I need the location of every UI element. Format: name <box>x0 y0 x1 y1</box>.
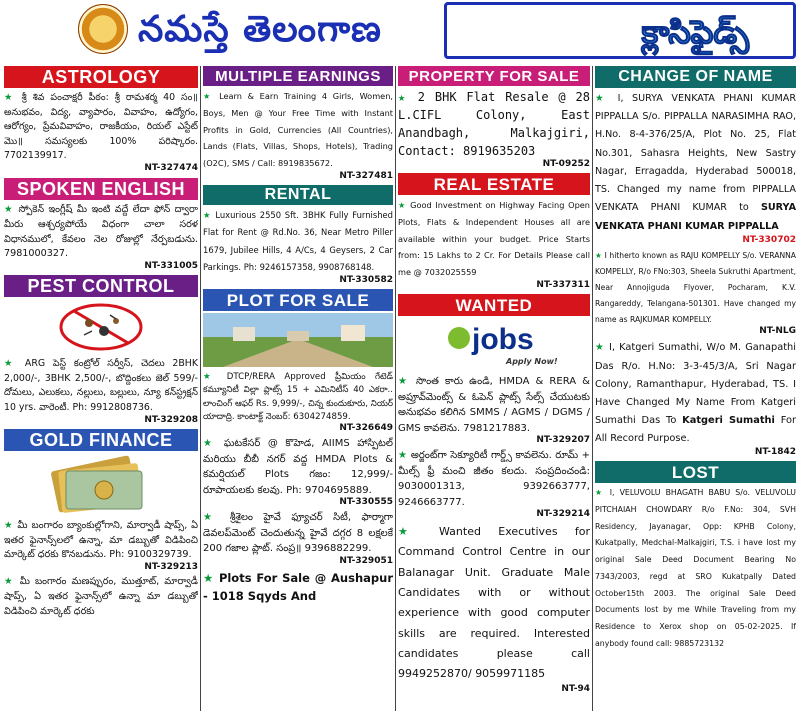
new-name: SURYA VENKATA PHANI KUMAR PIPPALLA <box>595 202 796 232</box>
plot-ad-2: ★ ఘటకేసర్ @ కొహెడ, AIIMS హాస్పిటల్ మరియు బీబీ నగర్ వద్ద HMDA Plots & కమర్షియల్ Plots గజం: 12,999/- రూపాయలకు కలవు. Ph: 9704695889. <box>203 438 393 496</box>
plot-ad-3: ★ శ్రీశైలం హైవే ఫ్యూచర్ సిటీ, ఫార్మాగా డెవలప్‌మెంట్ చెందుతున్న హైవే దగ్గర 8 లక్షలకే 200 గజాల ప్లాట్. సంప్ర॥ 9396882299. <box>203 512 393 555</box>
apply-now-text: Apply Now! <box>506 357 558 367</box>
classifieds-banner <box>444 2 796 59</box>
ad-code: NT-09252 <box>542 159 590 169</box>
column-divider <box>395 66 396 711</box>
change-of-name-ad-2: ★ I hitherto known as RAJU KOMPELLY S/o. VERANNA KOMPELLY, R/o FNo:303, Sheela Sukruthi Apartment, Near Annojiguda Flyover, Pocharam, K.V. Rangareddy, Telangana-501301. Have changed my name as RAJKUMAR KOMPELLY. <box>595 250 796 324</box>
astrology-heading: ASTROLOGY <box>4 66 198 88</box>
star-icon: ★ <box>398 90 418 104</box>
jobs-logo <box>398 319 590 371</box>
pest-control-heading: PEST CONTROL <box>4 275 198 297</box>
lost-ad: ★ I, VELUVOLU BHAGATH BABU S/o. VELUVOLU PITCHAIAH CHOWDARY R/o F.No: 304, SVH Residency, Jayanagar, Opp: KPHB Colony, Kukatpally, Medchal-Malkajgiri, T.S. i have lost my original Sale Deed Document Bearing No 7343/2003, regd at SRO Kukatpally Dated October15th 2003. The original Sale Deed Documents lost by me While Traveling from my Residence to Xerox shop on 05-02-2025. If anybody found call: 9885723132 <box>595 488 796 648</box>
ad-code: NT-329208 <box>144 414 198 425</box>
plot-for-sale-heading: PLOT FOR SALE <box>203 289 393 311</box>
star-icon: ★ <box>4 576 20 588</box>
star-icon: ★ <box>398 450 411 462</box>
star-icon: ★ <box>203 210 216 221</box>
change-of-name-ad-1: ★ I, SURYA VENKATA PHANI KUMAR PIPPALLA S/o. PIPPALLA NARASIMHA RAO, H.No. 8-4-376/25/A, Plot No. 25, Flat No.301, Sahasra Heights, New Sastry Nagar, Erragadda, Hyderabad 500018, TS. Changed my name from PIPPALLA VENKATA PHANI KUMAR to SURYA VENKATA PHANI KUMAR PIPPALLA <box>595 93 796 232</box>
star-icon: ★ <box>203 91 220 101</box>
ad-code: NT-329207 <box>536 435 590 446</box>
star-icon: ★ <box>4 519 18 531</box>
ad-code: NT-330582 <box>339 274 393 285</box>
ad-code: NT-NLG <box>759 326 796 337</box>
star-icon: ★ <box>595 342 609 354</box>
star-icon: ★ <box>595 250 605 260</box>
rental-heading: RENTAL <box>203 185 393 205</box>
plot-ad-1: ★ DTCP/RERA Approved ప్రీమియం గేటెడ్ కమ్యూనిటీ విల్లా ప్లాట్స్ 15 + ఎమినిటీస్ 40 ఎకరా.. లాంచింగ్ ఆఫర్ Rs. 9,999/-, చిన్న కుందుకూరు, నియర్ యాదాద్రి. కాంటాక్ట్ నెంబర్: 6304274859. <box>203 371 393 422</box>
star-icon: ★ <box>398 200 411 210</box>
star-icon: ★ <box>203 371 227 382</box>
star-icon: ★ <box>203 512 230 524</box>
star-icon: ★ <box>203 438 224 450</box>
ad-code: NT-327481 <box>339 171 393 182</box>
gold-finance-heading: GOLD FINANCE <box>4 429 198 451</box>
newspaper-logo <box>78 4 128 54</box>
astrology-ad: ★ శ్రీ శివ పంచాక్షరీ పీఠం: శ్రీ రామశర్మ 40 సం॥ అనుభవం, విద్య, వ్యాపారం, వివాహం, ఉద్యోగం, ఆరోగ్యం, ప్రేమవివాహం, రాజకీయం, రియల్ ఎస్టేట్ మొ॥ సమస్యలకు 100% పరిష్కారం. 7702139917. <box>4 92 198 162</box>
ad-code: NT-1842 <box>754 447 796 458</box>
plot-image <box>203 313 393 367</box>
wanted-ad-3: ★ Wanted Executives for Command Control Centre in our Balanagar Unit. Graduate Male Candidates with or without experience with good computer skills are required. Interested candidates please call 9949252870/ 9059971185 <box>398 525 590 681</box>
column-2 <box>203 66 393 711</box>
masthead <box>0 0 800 62</box>
change-of-name-ad-3: ★ I, Katgeri Sumathi, W/o M. Ganapathi Das R/o. H.No: 3-3-45/3/A, Sri Nagar Colony, Ramanthapur, Hyderabad, TS. I Have Changed My Name From Katgeri Sumathi Das To Katgeri Sumathi For All Record Purpose. <box>595 342 796 444</box>
pest-control-ad: ★ ARG పెస్ట్ కంట్రోల్ సర్వీస్, చెదలు 2BHK 2,000/-, 3BHK 2,500/-, బొద్దింకలు జెల్ 599/- దోమలు, ఎలుకలు, నల్లులు, బల్లులు, న్యూ కన్‌స్ట్రక్షన్ 10 yrs. వారెంటీ. Ph: 9912808736. <box>4 358 198 414</box>
star-icon: ★ <box>4 92 22 103</box>
column-divider <box>592 66 593 711</box>
ad-code: NT-329051 <box>339 555 393 566</box>
jobs-logo-text: jobs <box>472 323 534 357</box>
ad-code: NT-329213 <box>144 562 198 573</box>
rental-ad: ★ Luxurious 2550 Sft. 3BHK Fully Furnished Flat for Rent @ Rd.No. 36, Near Metro Piller 1679, Jubilee Hills, 4 A/Cs, 4 Geysers, 2 Car Parkings. Ph: 9246157358, 9908768148. <box>203 210 393 272</box>
gold-finance-ad-1: ★ మీ బంగారం బ్యాంకుల్లోగాని, మార్వాడీ షాప్స్, ఏ ఇతర ఫైనాన్స్‌లలో ఉన్నా, మా డబ్బుతో విడిపించి మార్కెట్ ధరకు కొనబడును. Ph: 9100329739. <box>4 519 198 561</box>
lost-heading: LOST <box>595 461 796 483</box>
real-estate-ad: ★ Good Investment on Highway Facing Open Plots, Flats & Independent Houses all are available within your budget. Price Starts from: 15 Lakhs to 2 Cr. For Details Please call me @ 7032025559 <box>398 200 590 278</box>
new-name: Katgeri Sumathi <box>682 414 775 426</box>
column-1 <box>4 66 198 711</box>
gold-finance-image <box>4 455 198 515</box>
star-icon: ★ <box>4 203 19 215</box>
property-ad: ★ 2 BHK Flat Resale @ 28 L.CIFL Colony, East Anandbagh, Malkajgiri, Contact: 8919635203 <box>398 90 590 158</box>
ad-code: NT-330702 <box>742 234 796 245</box>
classifieds-title: క్లాసిఫైడ్స్ <box>641 13 749 51</box>
column-4 <box>595 66 796 711</box>
star-icon: ★ <box>4 358 25 370</box>
ad-code: NT-327474 <box>144 162 198 173</box>
star-icon: ★ <box>595 488 610 498</box>
real-estate-heading: REAL ESTATE <box>398 173 590 195</box>
wanted-heading: WANTED <box>398 294 590 316</box>
property-for-sale-heading: PROPERTY FOR SALE <box>398 66 590 86</box>
gold-finance-ad-2: ★ మీ బంగారం మణప్పురం, ముత్తూట్, మార్వాడీ షాప్స్, ఏ ఇతర ఫైనాన్స్‌లో ఉన్నా మా డబ్బుతో విడిపించి మార్కెట్ ధరకు <box>4 576 198 617</box>
change-of-name-heading: CHANGE OF NAME <box>595 66 796 88</box>
spoken-english-heading: SPOKEN ENGLISH <box>4 178 198 200</box>
ad-code: NT-329214 <box>536 509 590 520</box>
ad-code: NT-337311 <box>536 280 590 291</box>
ad-code: NT-326649 <box>339 423 393 434</box>
multiple-earnings-ad: ★ Learn & Earn Training 4 Girls, Women, Boys, Men @ Your Free Time with Instant Profits in Gold, Currencies (All Countries), Lands (Flats, Villas, Shops, Hotels), Trading (O2C), SMS / Call: 8919835672. <box>203 91 393 169</box>
spoken-english-ad: ★ స్పోకెన్ ఇంగ్లీష్ మీ ఇంటి వద్దే లేదా ఫోన్ ద్వారా మీరు ఆశ్చర్యపోయే విధంగా చాలా సరళ విధానములో, కేవలం నెల రోజుల్లో నేర్పబడును. 7981000327. <box>4 203 198 260</box>
ad-code: NT-330555 <box>339 497 393 508</box>
newspaper-title: నమస్తే తెలంగాణ <box>138 8 382 50</box>
column-divider <box>200 66 201 711</box>
ad-code: NT-331005 <box>144 261 198 272</box>
pest-control-image <box>4 301 198 353</box>
star-icon: ★ <box>398 525 439 539</box>
star-icon: ★ <box>398 376 416 388</box>
jobs-logo-icon <box>448 327 470 349</box>
column-3 <box>398 66 590 711</box>
wanted-ad-1: ★ సొంత కారు ఉండి, HMDA & RERA & అప్రూవ్‌మెంట్స్ & ఓపెన్ ప్లాట్స్ సేల్స్ చేయుటకు అనుభవం కలిగిన SMMS / AGMS / DGMS / GMS కావలెను. 7981217883. <box>398 376 590 434</box>
ad-code: NT-94 <box>561 683 590 694</box>
star-icon: ★ <box>595 93 618 104</box>
plot-ad-4: ★ Plots For Sale @ Aushapur - 1018 Sqyds And <box>203 570 393 603</box>
multiple-earnings-heading: MULTIPLE EARNINGS <box>203 66 393 86</box>
wanted-ad-2: ★ అర్జంట్‌గా సెక్యూరిటీ గార్డ్స్ కావలెను. రూమ్ + మీల్స్ ఫ్రీ మంచి జీతం కలదు. సంప్రదించండి: 9030001313, 9392663777, 9246663777. <box>398 450 590 508</box>
star-icon: ★ <box>203 570 219 585</box>
